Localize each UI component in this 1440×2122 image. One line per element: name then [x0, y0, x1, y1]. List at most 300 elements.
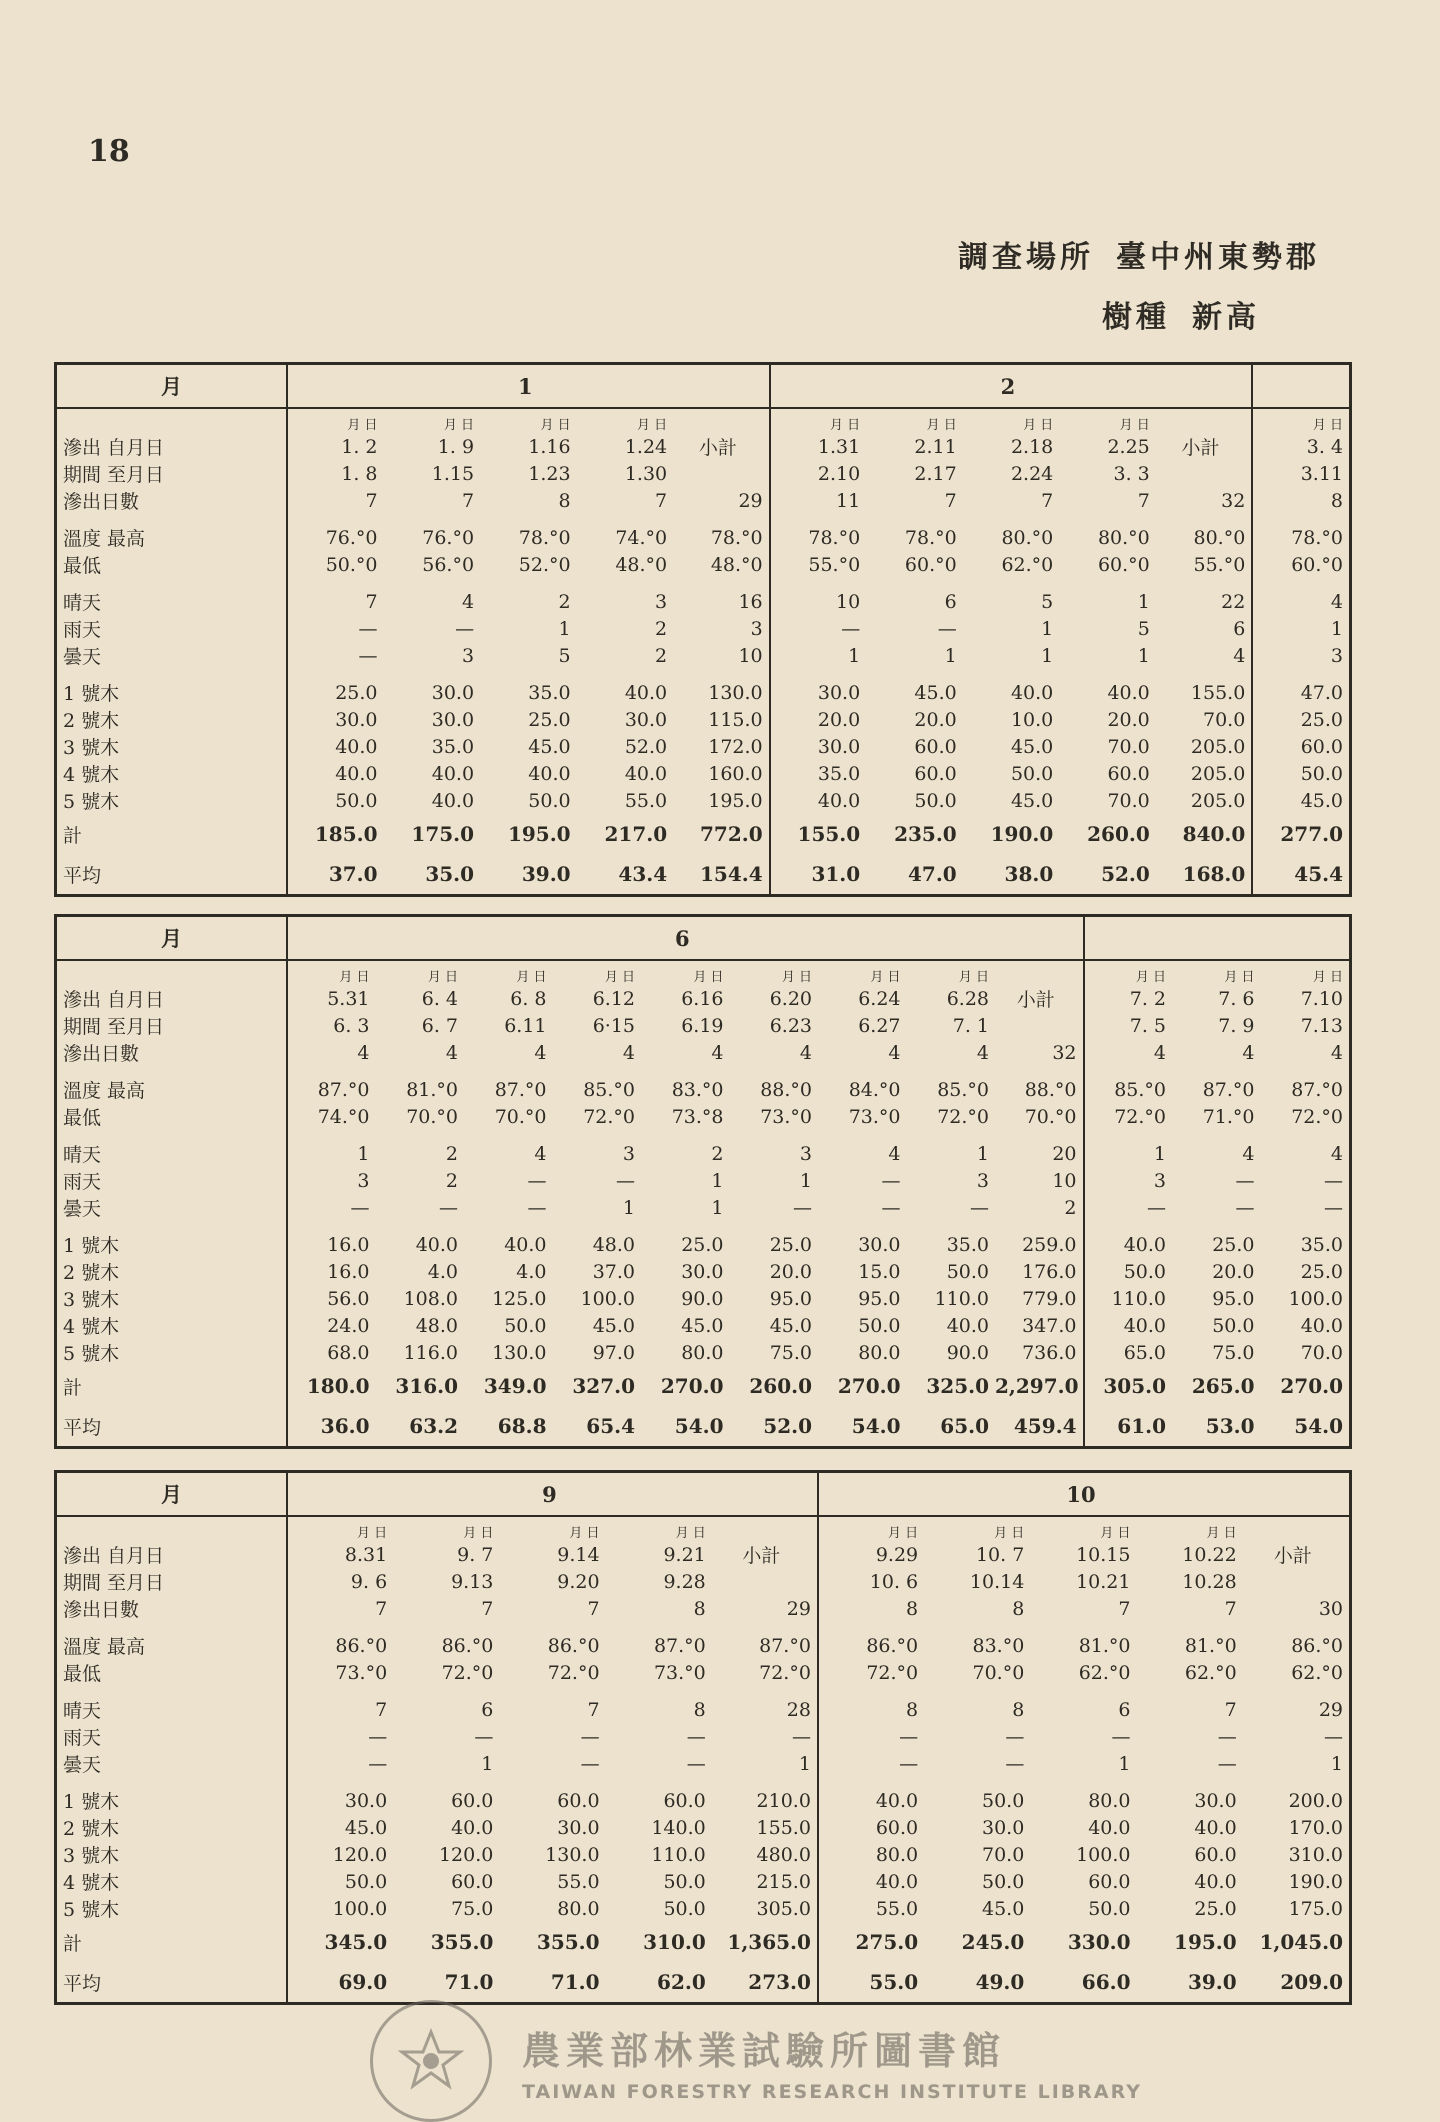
- cell-lo: 60.°0: [1097, 553, 1150, 576]
- month-day-caption: 月 日: [636, 417, 668, 433]
- cell-total: 1,045.0: [1259, 1930, 1343, 1954]
- cell-lo: 56.°0: [422, 553, 475, 576]
- cell-t4: 48.0: [415, 1314, 458, 1337]
- cell-t3: 45.0: [1010, 735, 1054, 758]
- cell-t3: 779.0: [995, 1285, 1084, 1312]
- cell-avg: 38.0: [1004, 862, 1054, 886]
- spacer-cell: [287, 669, 384, 679]
- cell-days: 11: [836, 489, 861, 512]
- cell-t5: 50.0: [663, 1897, 706, 1920]
- period-from: 7. 6: [1218, 987, 1255, 1010]
- period-to: 7.13: [1300, 1014, 1343, 1037]
- spacer-cell: [480, 514, 577, 524]
- cell-lo: 73.°0: [760, 1105, 812, 1128]
- cell-t1: 259.0: [995, 1231, 1084, 1258]
- cell-t1: 25.0: [681, 1233, 724, 1256]
- spacer-cell: [287, 1777, 393, 1787]
- library-watermark: [370, 2000, 1142, 2122]
- cell-t4: 40.0: [1123, 1314, 1166, 1337]
- cell-sun: 4: [1242, 1142, 1255, 1165]
- cell-t2: 30.0: [982, 1816, 1025, 1839]
- cell-rain: —: [1111, 1725, 1131, 1748]
- cell-cloud: —: [1217, 1752, 1237, 1775]
- cell-days: 4: [888, 1041, 901, 1064]
- cell-t2: 40.0: [1088, 1816, 1131, 1839]
- period-from: 7.10: [1300, 987, 1343, 1010]
- spacer-cell: [924, 1686, 1030, 1696]
- row-label-total: 計: [57, 1922, 287, 1962]
- cell-sun: 5: [1041, 590, 1054, 613]
- cell-cloud: 10: [673, 642, 770, 669]
- spacer-cell: [57, 669, 287, 679]
- spacer-cell: [376, 1221, 465, 1231]
- header-tree-species: [1080, 292, 1260, 336]
- cell-rain: 1: [799, 1169, 812, 1192]
- cell-t2: 30.0: [624, 708, 668, 731]
- period-from: 2.18: [1010, 435, 1054, 458]
- cell-t2: 30.0: [335, 708, 378, 731]
- cell-t4: 40.0: [1300, 1314, 1343, 1337]
- spacer-cell: [995, 960, 1084, 985]
- month-header: 1: [287, 365, 770, 408]
- spacer-cell: [384, 578, 481, 588]
- cell-rain: —: [1324, 1169, 1343, 1192]
- row-label-t1: 1 號木: [57, 679, 287, 706]
- cell-cloud: 1: [711, 1196, 724, 1219]
- cell-total: 349.0: [483, 1374, 547, 1398]
- row-label-avg: 平均: [57, 1962, 287, 2002]
- cell-t2: 10.0: [1010, 708, 1054, 731]
- cell-hi: 87.°0: [1202, 1078, 1255, 1101]
- cell-cloud: —: [350, 1196, 370, 1219]
- cell-days: 7: [375, 1597, 388, 1620]
- month-day-caption: 月 日: [830, 417, 861, 433]
- cell-sun: 6: [481, 1698, 494, 1721]
- cell-days: 4: [799, 1041, 812, 1064]
- cell-sun: 4: [461, 590, 475, 613]
- period-from: 6.16: [681, 987, 724, 1010]
- period-to: 9.20: [557, 1570, 600, 1593]
- month-day-caption: 月 日: [604, 969, 635, 985]
- cell-t3: 100.0: [1076, 1843, 1131, 1866]
- spacer-cell: [730, 1221, 819, 1231]
- cell-days: 8: [1012, 1597, 1025, 1620]
- cell-rain: 2: [655, 617, 668, 640]
- cell-t2: 4.0: [516, 1260, 547, 1283]
- spacer-cell: [730, 1066, 819, 1076]
- cell-days: 7: [481, 1597, 494, 1620]
- cell-t5: 90.0: [946, 1341, 989, 1364]
- cell-t3: 95.0: [1212, 1287, 1255, 1310]
- cell-rain: —: [1005, 1725, 1025, 1748]
- cell-t4: 45.0: [769, 1314, 812, 1337]
- cell-t1: 30.0: [431, 681, 475, 704]
- spacer-cell: [1084, 1130, 1173, 1140]
- cell-t2: 115.0: [673, 706, 770, 733]
- subtotal-label: 小計: [995, 985, 1084, 1012]
- period-to: 7. 9: [1218, 1014, 1255, 1037]
- data-table-block-1: [54, 362, 1352, 897]
- cell-t3: 108.0: [403, 1287, 458, 1310]
- cell-lo: 72.°0: [937, 1105, 989, 1128]
- cell-total: 1,365.0: [712, 1922, 818, 1962]
- cell-t5: 80.0: [858, 1341, 901, 1364]
- cell-rain: 2: [445, 1169, 458, 1192]
- cell-lo: 70.°0: [494, 1105, 547, 1128]
- spacer-cell: [606, 1686, 712, 1696]
- spacer-cell: [673, 669, 770, 679]
- spacer-cell: [866, 669, 963, 679]
- cell-t5: 736.0: [995, 1339, 1084, 1366]
- row-label-t2: 2 號木: [57, 706, 287, 733]
- spacer-cell: [1243, 1516, 1349, 1541]
- cell-total: 305.0: [1103, 1374, 1166, 1398]
- cell-rain: —: [527, 1169, 547, 1192]
- month-day-caption: 月 日: [693, 969, 724, 985]
- cell-t1: 35.0: [1300, 1233, 1343, 1256]
- cell-hi: 78.°0: [904, 526, 957, 549]
- cell-lo: 62.°0: [1184, 1661, 1237, 1684]
- cell-t2: 155.0: [712, 1814, 818, 1841]
- cell-total: 772.0: [673, 814, 770, 854]
- cell-t3: 56.0: [327, 1287, 370, 1310]
- spacer-cell: [577, 514, 674, 524]
- month-day-caption: 月 日: [1206, 1525, 1237, 1541]
- period-from: 6. 8: [510, 987, 547, 1010]
- cell-t1: 25.0: [769, 1233, 812, 1256]
- month-day-caption: 月 日: [926, 417, 957, 433]
- month-day-caption: 月 日: [1023, 417, 1054, 433]
- row-label-lo: 最低: [57, 1103, 287, 1130]
- spacer-cell: [907, 1066, 996, 1076]
- cell-cloud: —: [1005, 1752, 1025, 1775]
- cell-t2: 50.0: [1123, 1260, 1166, 1283]
- cell-t2: 60.0: [875, 1816, 919, 1839]
- row-label-from: 滲出 自月日: [57, 1541, 287, 1568]
- period-from: 1.24: [624, 435, 668, 458]
- cell-hi: 83.°0: [671, 1078, 724, 1101]
- cell-cloud: 1: [848, 644, 861, 667]
- spacer-cell: [673, 460, 770, 487]
- cell-t1: 80.0: [1088, 1789, 1131, 1812]
- period-to: 1.30: [624, 462, 668, 485]
- cell-t5: 75.0: [769, 1341, 812, 1364]
- spacer-cell: [499, 1777, 605, 1787]
- cell-hi: 86.°0: [441, 1634, 494, 1657]
- cell-rain: 1: [711, 1169, 724, 1192]
- spacer-cell: [673, 514, 770, 524]
- cell-sun: 4: [888, 1142, 901, 1165]
- cell-hi: 76.°0: [422, 526, 475, 549]
- cell-rain: —: [368, 1725, 388, 1748]
- subtotal-label: 小計: [712, 1541, 818, 1568]
- cell-t4: 50.0: [663, 1870, 706, 1893]
- header-label: 調查場所: [958, 240, 1094, 275]
- cell-rain: 6: [1156, 615, 1253, 642]
- cell-cloud: 1: [481, 1752, 494, 1775]
- cell-t4: 24.0: [327, 1314, 370, 1337]
- cell-sun: 3: [655, 590, 668, 613]
- spacer-cell: [712, 1777, 818, 1787]
- cell-avg: 71.0: [444, 1970, 494, 1994]
- spacer-cell: [1243, 1622, 1349, 1632]
- cell-t4: 60.0: [914, 762, 957, 785]
- cell-t3: 100.0: [1288, 1287, 1343, 1310]
- spacer-cell: [1252, 578, 1349, 588]
- cell-t5: 80.0: [557, 1897, 600, 1920]
- cell-t3: 35.0: [431, 735, 475, 758]
- mountain-star-icon: [396, 2026, 466, 2096]
- spacer-cell: [57, 514, 287, 524]
- spacer-cell: [995, 1012, 1084, 1039]
- cell-avg: 209.0: [1280, 1970, 1343, 1994]
- cell-t1: 47.0: [1300, 681, 1343, 704]
- cell-days: 7: [1224, 1597, 1237, 1620]
- header-survey-site: [936, 232, 1320, 276]
- cell-avg: 68.8: [497, 1414, 547, 1438]
- spacer-cell: [818, 1130, 907, 1140]
- cell-t3: 172.0: [673, 733, 770, 760]
- spacer-cell: [1137, 1622, 1243, 1632]
- cell-hi: 87.°0: [653, 1634, 706, 1657]
- cell-t1: 40.0: [875, 1789, 919, 1812]
- cell-days: 4: [1330, 1041, 1343, 1064]
- row-label-t5: 5 號木: [57, 1339, 287, 1366]
- cell-cloud: 1: [712, 1750, 818, 1777]
- cell-t4: 50.0: [344, 1870, 388, 1893]
- cell-avg: 53.0: [1205, 1414, 1255, 1438]
- cell-lo: 48.°0: [673, 551, 770, 578]
- cell-t4: 35.0: [817, 762, 861, 785]
- cell-hi: 78.°0: [1291, 526, 1343, 549]
- cell-t4: 347.0: [995, 1312, 1084, 1339]
- spacer-cell: [384, 514, 481, 524]
- spacer-cell: [1172, 1066, 1261, 1076]
- period-from: 9. 7: [457, 1543, 494, 1566]
- period-to: 10. 6: [869, 1570, 919, 1593]
- row-label-total: 計: [57, 814, 287, 854]
- cell-t5: 45.0: [982, 1897, 1025, 1920]
- cell-avg: 54.0: [674, 1414, 724, 1438]
- cell-sun: 4: [1330, 590, 1343, 613]
- spacer-cell: [553, 1066, 642, 1076]
- row-label-lo: 最低: [57, 1659, 287, 1686]
- cell-t5: 97.0: [592, 1341, 635, 1364]
- cell-sun: 29: [1318, 1698, 1343, 1721]
- period-to: 1.15: [431, 462, 475, 485]
- spacer-cell: [1156, 669, 1253, 679]
- cell-t5: 50.0: [528, 789, 571, 812]
- month-day-caption: 月 日: [994, 1525, 1025, 1541]
- cell-lo: 73.°0: [653, 1661, 706, 1684]
- period-from: 1. 2: [341, 435, 378, 458]
- cell-total: 275.0: [855, 1930, 919, 1954]
- cell-t4: 215.0: [712, 1868, 818, 1895]
- cell-cloud: 1: [944, 644, 957, 667]
- cell-lo: 48.°0: [615, 553, 668, 576]
- month-header: [1084, 917, 1350, 960]
- month-header: 6: [287, 917, 1084, 960]
- cell-total: 260.0: [749, 1374, 812, 1398]
- spacer-cell: [995, 1130, 1084, 1140]
- cell-t5: 55.0: [875, 1897, 919, 1920]
- cell-t1: 40.0: [415, 1233, 458, 1256]
- period-to: 2.17: [914, 462, 957, 485]
- cell-t2: 40.0: [451, 1816, 494, 1839]
- spacer-cell: [287, 1066, 376, 1076]
- row-label-t3: 3 號木: [57, 1285, 287, 1312]
- cell-hi: 78.°0: [673, 524, 770, 551]
- cell-rain: —: [616, 1169, 635, 1192]
- spacer-cell: [384, 669, 481, 679]
- spacer-cell: [770, 514, 867, 524]
- cell-t1: 210.0: [712, 1787, 818, 1814]
- row-label-t3: 3 號木: [57, 1841, 287, 1868]
- cell-rain: 3: [357, 1169, 370, 1192]
- cell-sun: 3: [622, 1142, 635, 1165]
- cell-t2: 4.0: [427, 1260, 458, 1283]
- cell-t1: 40.0: [1010, 681, 1054, 704]
- spacer-cell: [1243, 1686, 1349, 1696]
- cell-t2: 45.0: [344, 1816, 388, 1839]
- cell-t2: 25.0: [1300, 1260, 1343, 1283]
- spacer-cell: [1156, 460, 1253, 487]
- cell-hi: 80.°0: [1001, 526, 1054, 549]
- period-to: 9. 6: [350, 1570, 388, 1593]
- cell-total: 195.0: [507, 822, 571, 846]
- month-day-caption: 月 日: [463, 1525, 494, 1541]
- cell-t1: 30.0: [344, 1789, 388, 1812]
- cell-t1: 30.0: [1194, 1789, 1237, 1812]
- spacer-cell: [907, 1221, 996, 1231]
- cell-cloud: 1: [1041, 644, 1054, 667]
- cell-avg: 35.0: [425, 862, 475, 886]
- month-header: [1252, 365, 1349, 408]
- cell-t2: 30.0: [681, 1260, 724, 1283]
- period-to: 1.23: [528, 462, 571, 485]
- row-label-total: 計: [57, 1366, 287, 1406]
- spacer-cell: [376, 1130, 465, 1140]
- row-label-cloud: 曇天: [57, 642, 287, 669]
- library-name-cn: 農業部林業試驗所圖書館: [522, 2027, 1007, 2073]
- spacer-cell: [924, 1622, 1030, 1632]
- spacer-cell: [57, 960, 287, 985]
- spacer-cell: [464, 1130, 553, 1140]
- cell-sun: 1: [976, 1142, 989, 1165]
- cell-cloud: 2: [655, 644, 668, 667]
- row-label-rain: 雨天: [57, 1167, 287, 1194]
- spacer-cell: [1172, 1221, 1261, 1231]
- cell-t3: 110.0: [651, 1843, 706, 1866]
- cell-t2: 20.0: [1107, 708, 1150, 731]
- spacer-cell: [57, 1622, 287, 1632]
- cell-sun: 2: [558, 590, 571, 613]
- cell-t3: 125.0: [492, 1287, 547, 1310]
- spacer-cell: [770, 578, 867, 588]
- cell-sun: 28: [712, 1696, 818, 1723]
- period-from: 5.31: [327, 987, 370, 1010]
- cell-rain: 3: [1153, 1169, 1166, 1192]
- cell-rain: —: [1324, 1725, 1343, 1748]
- cell-days: 29: [712, 1595, 818, 1622]
- cell-days: 4: [1153, 1041, 1166, 1064]
- month-day-caption: 月 日: [569, 1525, 600, 1541]
- cell-sun: 3: [799, 1142, 812, 1165]
- cell-rain: —: [881, 1169, 901, 1192]
- row-label-t4: 4 號木: [57, 1312, 287, 1339]
- cell-t5: 175.0: [1288, 1897, 1343, 1920]
- period-from: 1.31: [817, 435, 861, 458]
- spacer-cell: [730, 1130, 819, 1140]
- cell-sun: 1: [1153, 1142, 1166, 1165]
- month-day-caption: 月 日: [443, 417, 475, 433]
- header-label: 樹種: [1102, 300, 1170, 335]
- cell-days: 7: [655, 489, 668, 512]
- cell-t4: 50.0: [858, 1314, 901, 1337]
- row-label-t2: 2 號木: [57, 1258, 287, 1285]
- cell-avg: 47.0: [908, 862, 957, 886]
- cell-t1: 30.0: [817, 681, 861, 704]
- spacer-cell: [57, 1777, 287, 1787]
- cell-cloud: —: [686, 1752, 706, 1775]
- period-to: 2.24: [1010, 462, 1054, 485]
- subtotal-label: 小計: [1273, 1545, 1312, 1567]
- cell-t3: 480.0: [712, 1841, 818, 1868]
- cell-rain: —: [937, 617, 957, 640]
- spacer-cell: [770, 669, 867, 679]
- cell-t1: 60.0: [451, 1789, 494, 1812]
- cell-t2: 20.0: [1212, 1260, 1255, 1283]
- cell-t1: 155.0: [1156, 679, 1253, 706]
- cell-t4: 160.0: [673, 760, 770, 787]
- row-label-days: 滲出日數: [57, 487, 287, 514]
- spacer-cell: [1261, 1221, 1350, 1231]
- cell-t4: 40.0: [946, 1314, 989, 1337]
- cell-total: 265.0: [1191, 1374, 1255, 1398]
- cell-days: 7: [365, 489, 378, 512]
- cell-cloud: 3: [1330, 644, 1343, 667]
- row-label-rain: 雨天: [57, 1723, 287, 1750]
- cell-total: 840.0: [1156, 814, 1253, 854]
- data-table-block-3: [54, 1470, 1352, 2005]
- period-to: 2.10: [817, 462, 861, 485]
- row-label-t5: 5 號木: [57, 1895, 287, 1922]
- cell-t5: 75.0: [1212, 1341, 1255, 1364]
- spacer-cell: [641, 1066, 730, 1076]
- cell-t4: 55.0: [557, 1870, 600, 1893]
- cell-t1: 40.0: [1107, 681, 1150, 704]
- cell-days: 8: [906, 1597, 919, 1620]
- cell-t5: 100.0: [332, 1897, 388, 1920]
- cell-t2: 25.0: [528, 708, 571, 731]
- cell-avg: 61.0: [1117, 1414, 1166, 1438]
- cell-t2: 40.0: [1194, 1816, 1237, 1839]
- cell-sun: 10: [836, 590, 861, 613]
- cell-hi: 81.°0: [1184, 1634, 1237, 1657]
- cell-t2: 140.0: [651, 1816, 706, 1839]
- cell-lo: 70.°0: [995, 1103, 1084, 1130]
- cell-total: 185.0: [314, 822, 378, 846]
- cell-avg: 71.0: [550, 1970, 600, 1994]
- cell-total: 260.0: [1087, 822, 1150, 846]
- month-day-caption: 月 日: [781, 969, 812, 985]
- period-to: 10.21: [1076, 1570, 1131, 1593]
- spacer-cell: [1156, 578, 1253, 588]
- cell-t5: 70.0: [1300, 1341, 1343, 1364]
- cell-hi: 86.°0: [335, 1634, 388, 1657]
- cell-avg: 154.4: [673, 854, 770, 894]
- spacer-cell: [673, 578, 770, 588]
